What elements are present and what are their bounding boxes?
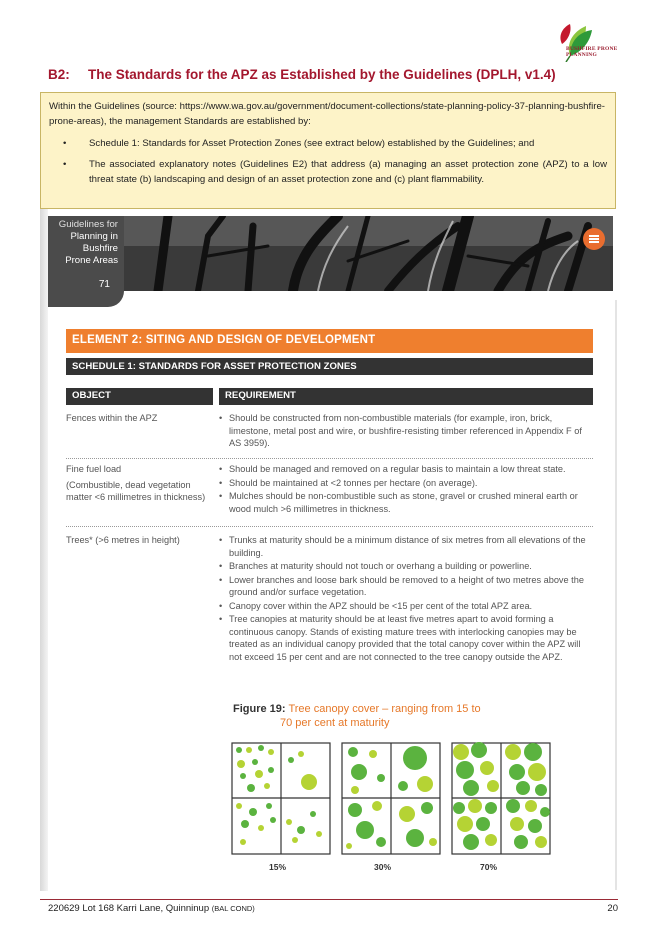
figure-label-30: 30% [374, 862, 392, 872]
canopy-dot [346, 843, 352, 849]
section-number: B2: [48, 67, 70, 82]
canopy-dot [266, 803, 272, 809]
canopy-dot [453, 802, 465, 814]
canopy-dot [240, 773, 246, 779]
canopy-dot [249, 808, 257, 816]
canopy-dot [240, 839, 246, 845]
canopy-dot [429, 838, 437, 846]
guidelines-extract [48, 209, 615, 891]
canopy-dot [524, 743, 542, 761]
canopy-dot [247, 784, 255, 792]
footer-page-number: 20 [607, 903, 618, 914]
canopy-dot [514, 835, 528, 849]
footer-project-name: 220629 Lot 168 Karri Lane, Quinninup [48, 903, 210, 914]
canopy-dot [258, 825, 264, 831]
burnt-trees-image [48, 216, 613, 291]
canopy-dot [351, 786, 359, 794]
canopy-cover-diagram [231, 742, 561, 857]
canopy-dot [236, 803, 242, 809]
row-object-subtitle: (Combustible, dead vegetation matter <6 millimetres in thickness) [66, 479, 206, 502]
row-object-title: Fine fuel load [66, 464, 122, 474]
canopy-dot [540, 807, 550, 817]
canopy-dot [510, 817, 524, 831]
canopy-dot [376, 837, 386, 847]
logo-wordmark: BUSHFIRE PRONE PLANNING [566, 46, 618, 58]
row-requirements [219, 412, 591, 451]
canopy-dot [468, 799, 482, 813]
canopy-dot [505, 744, 521, 760]
banner-page-number: 71 [98, 279, 110, 290]
canopy-dot [535, 784, 547, 796]
canopy-dot [485, 802, 497, 814]
requirement-item: • Mulches should be non-combustible such as stone, gravel or crushed mineral earth or wood mulch >6 millimetres in thickness. [219, 490, 591, 515]
canopy-dot [286, 819, 292, 825]
guidelines-title-tab [48, 216, 124, 307]
canopy-dot [463, 780, 479, 796]
canopy-dot [258, 745, 264, 751]
canopy-dot [377, 774, 385, 782]
canopy-dot [528, 763, 546, 781]
canopy-dot [535, 836, 547, 848]
canopy-dot [406, 829, 424, 847]
figure-caption-line2: 70 per cent at maturity [280, 717, 390, 729]
canopy-dot [252, 759, 258, 765]
requirement-item: • Canopy cover within the APZ should be <15 per cent of the total APZ area. [219, 600, 591, 613]
section-heading [48, 67, 556, 82]
canopy-dot [476, 817, 490, 831]
canopy-dot [480, 761, 494, 775]
canopy-dot [399, 806, 415, 822]
footer-tag: (BAL COND) [211, 904, 255, 913]
requirement-item: • Lower branches and loose bark should be removed to a height of two metres above the ground and/or surface vegetation. [219, 574, 591, 599]
requirement-item: • Should be managed and removed on a regular basis to maintain a low threat state. [219, 463, 591, 476]
canopy-dot [298, 751, 304, 757]
row-object: Fences within the APZ [66, 413, 158, 423]
canopy-dot [292, 837, 298, 843]
canopy-dot [270, 817, 276, 823]
canopy-dot [310, 811, 316, 817]
guidelines-banner [48, 216, 613, 291]
canopy-dot [264, 783, 270, 789]
canopy-dot [516, 781, 530, 795]
footer-project [48, 903, 255, 914]
canopy-dot [525, 800, 537, 812]
requirement-item: • Trunks at maturity should be a minimum distance of six metres from all elevations of the building. [219, 534, 591, 559]
canopy-dot [316, 831, 322, 837]
extract-shadow [40, 209, 48, 891]
canopy-dot [236, 747, 242, 753]
requirement-item: • Should be constructed from non-combustible materials (for example, iron, brick, limestone, metal post and wire, or bushfire-resisting timber referenced in Appendix F of AS 3959). [219, 412, 591, 450]
intro-text: Within the Guidelines (source: https://www.wa.gov.au/government/document-collections/state-planning-policy-37-planning-bushfire-prone-areas), the management Standards are established by: [49, 101, 606, 127]
canopy-dot [297, 826, 305, 834]
canopy-dot [372, 801, 382, 811]
canopy-15-dots [236, 745, 322, 845]
banner-line: Guidelines for [58, 219, 118, 230]
canopy-dot [268, 749, 274, 755]
requirement-item: • Should be maintained at <2 tonnes per hectare (on average). [219, 477, 591, 490]
canopy-dot [288, 757, 294, 763]
figure-caption [233, 702, 481, 730]
row-requirements [219, 463, 591, 516]
section-title: The Standards for the APZ as Established by the Guidelines (DPLH, v1.4) [88, 67, 556, 82]
canopy-dot [485, 834, 497, 846]
row-object: Trees* (>6 metres in height) [66, 535, 180, 545]
canopy-dot [421, 802, 433, 814]
intro-bullet: • Schedule 1: Standards for Asset Protection Zones (see extract below) established by the Guidelines; and [49, 136, 607, 151]
requirement-item: • Tree canopies at maturity should be at least five metres apart to avoid forming a continuous canopy. Stands of existing mature trees with interlocking canopies may be treated as an individual canopy provided that the total canopy cover within the APZ will not exceed 15 per cent and are not connected to the tree canopy outside the APZ. [219, 613, 591, 663]
footer-rule [40, 899, 618, 900]
figure-label: Figure 19: [233, 703, 286, 715]
canopy-dot [369, 750, 377, 758]
canopy-dot [509, 764, 525, 780]
canopy-dot [487, 780, 499, 792]
canopy-dot [471, 742, 487, 758]
column-header-object: OBJECT [66, 388, 213, 405]
intro-bullets [49, 136, 607, 187]
canopy-dot [398, 781, 408, 791]
canopy-dot [528, 819, 542, 833]
banner-line: Prone Areas [65, 255, 118, 266]
figure-label-70: 70% [480, 862, 498, 872]
canopy-dot [255, 770, 263, 778]
canopy-dot [348, 803, 362, 817]
requirement-item: • Branches at maturity should not touch or overhang a building or powerline. [219, 560, 591, 573]
menu-icon [583, 228, 605, 250]
canopy-dot [348, 747, 358, 757]
canopy-dot [301, 774, 317, 790]
row-requirements [219, 534, 591, 664]
figure-caption-line1: Tree canopy cover – ranging from 15 to [288, 703, 481, 715]
banner-line: Bushfire [82, 243, 118, 254]
row-divider [66, 526, 593, 527]
canopy-dot [417, 776, 433, 792]
canopy-dot [237, 760, 245, 768]
element-title: ELEMENT 2: SITING AND DESIGN OF DEVELOPMENT [66, 329, 593, 353]
canopy-dot [356, 821, 374, 839]
schedule-title: SCHEDULE 1: STANDARDS FOR ASSET PROTECTION ZONES [66, 358, 593, 375]
canopy-dot [268, 767, 274, 773]
canopy-dot [351, 764, 367, 780]
intro-bullet: • The associated explanatory notes (Guidelines E2) that address (a) managing an asset protection zone (APZ) to a low threat state (b) landscaping and design of an asset protection zone and (c) plant flammability. [49, 157, 607, 187]
canopy-dot [403, 746, 427, 770]
intro-box [40, 92, 616, 209]
column-header-requirement: REQUIREMENT [219, 388, 593, 405]
canopy-dot [246, 747, 252, 753]
canopy-dot [453, 744, 469, 760]
canopy-dot [457, 816, 473, 832]
canopy-dot [463, 834, 479, 850]
canopy-dot [241, 820, 249, 828]
figure-label-15: 15% [269, 862, 287, 872]
row-divider [66, 458, 593, 459]
canopy-dot [456, 761, 474, 779]
canopy-dot [506, 799, 520, 813]
banner-line: Planning in [70, 231, 118, 242]
row-object [66, 463, 211, 504]
